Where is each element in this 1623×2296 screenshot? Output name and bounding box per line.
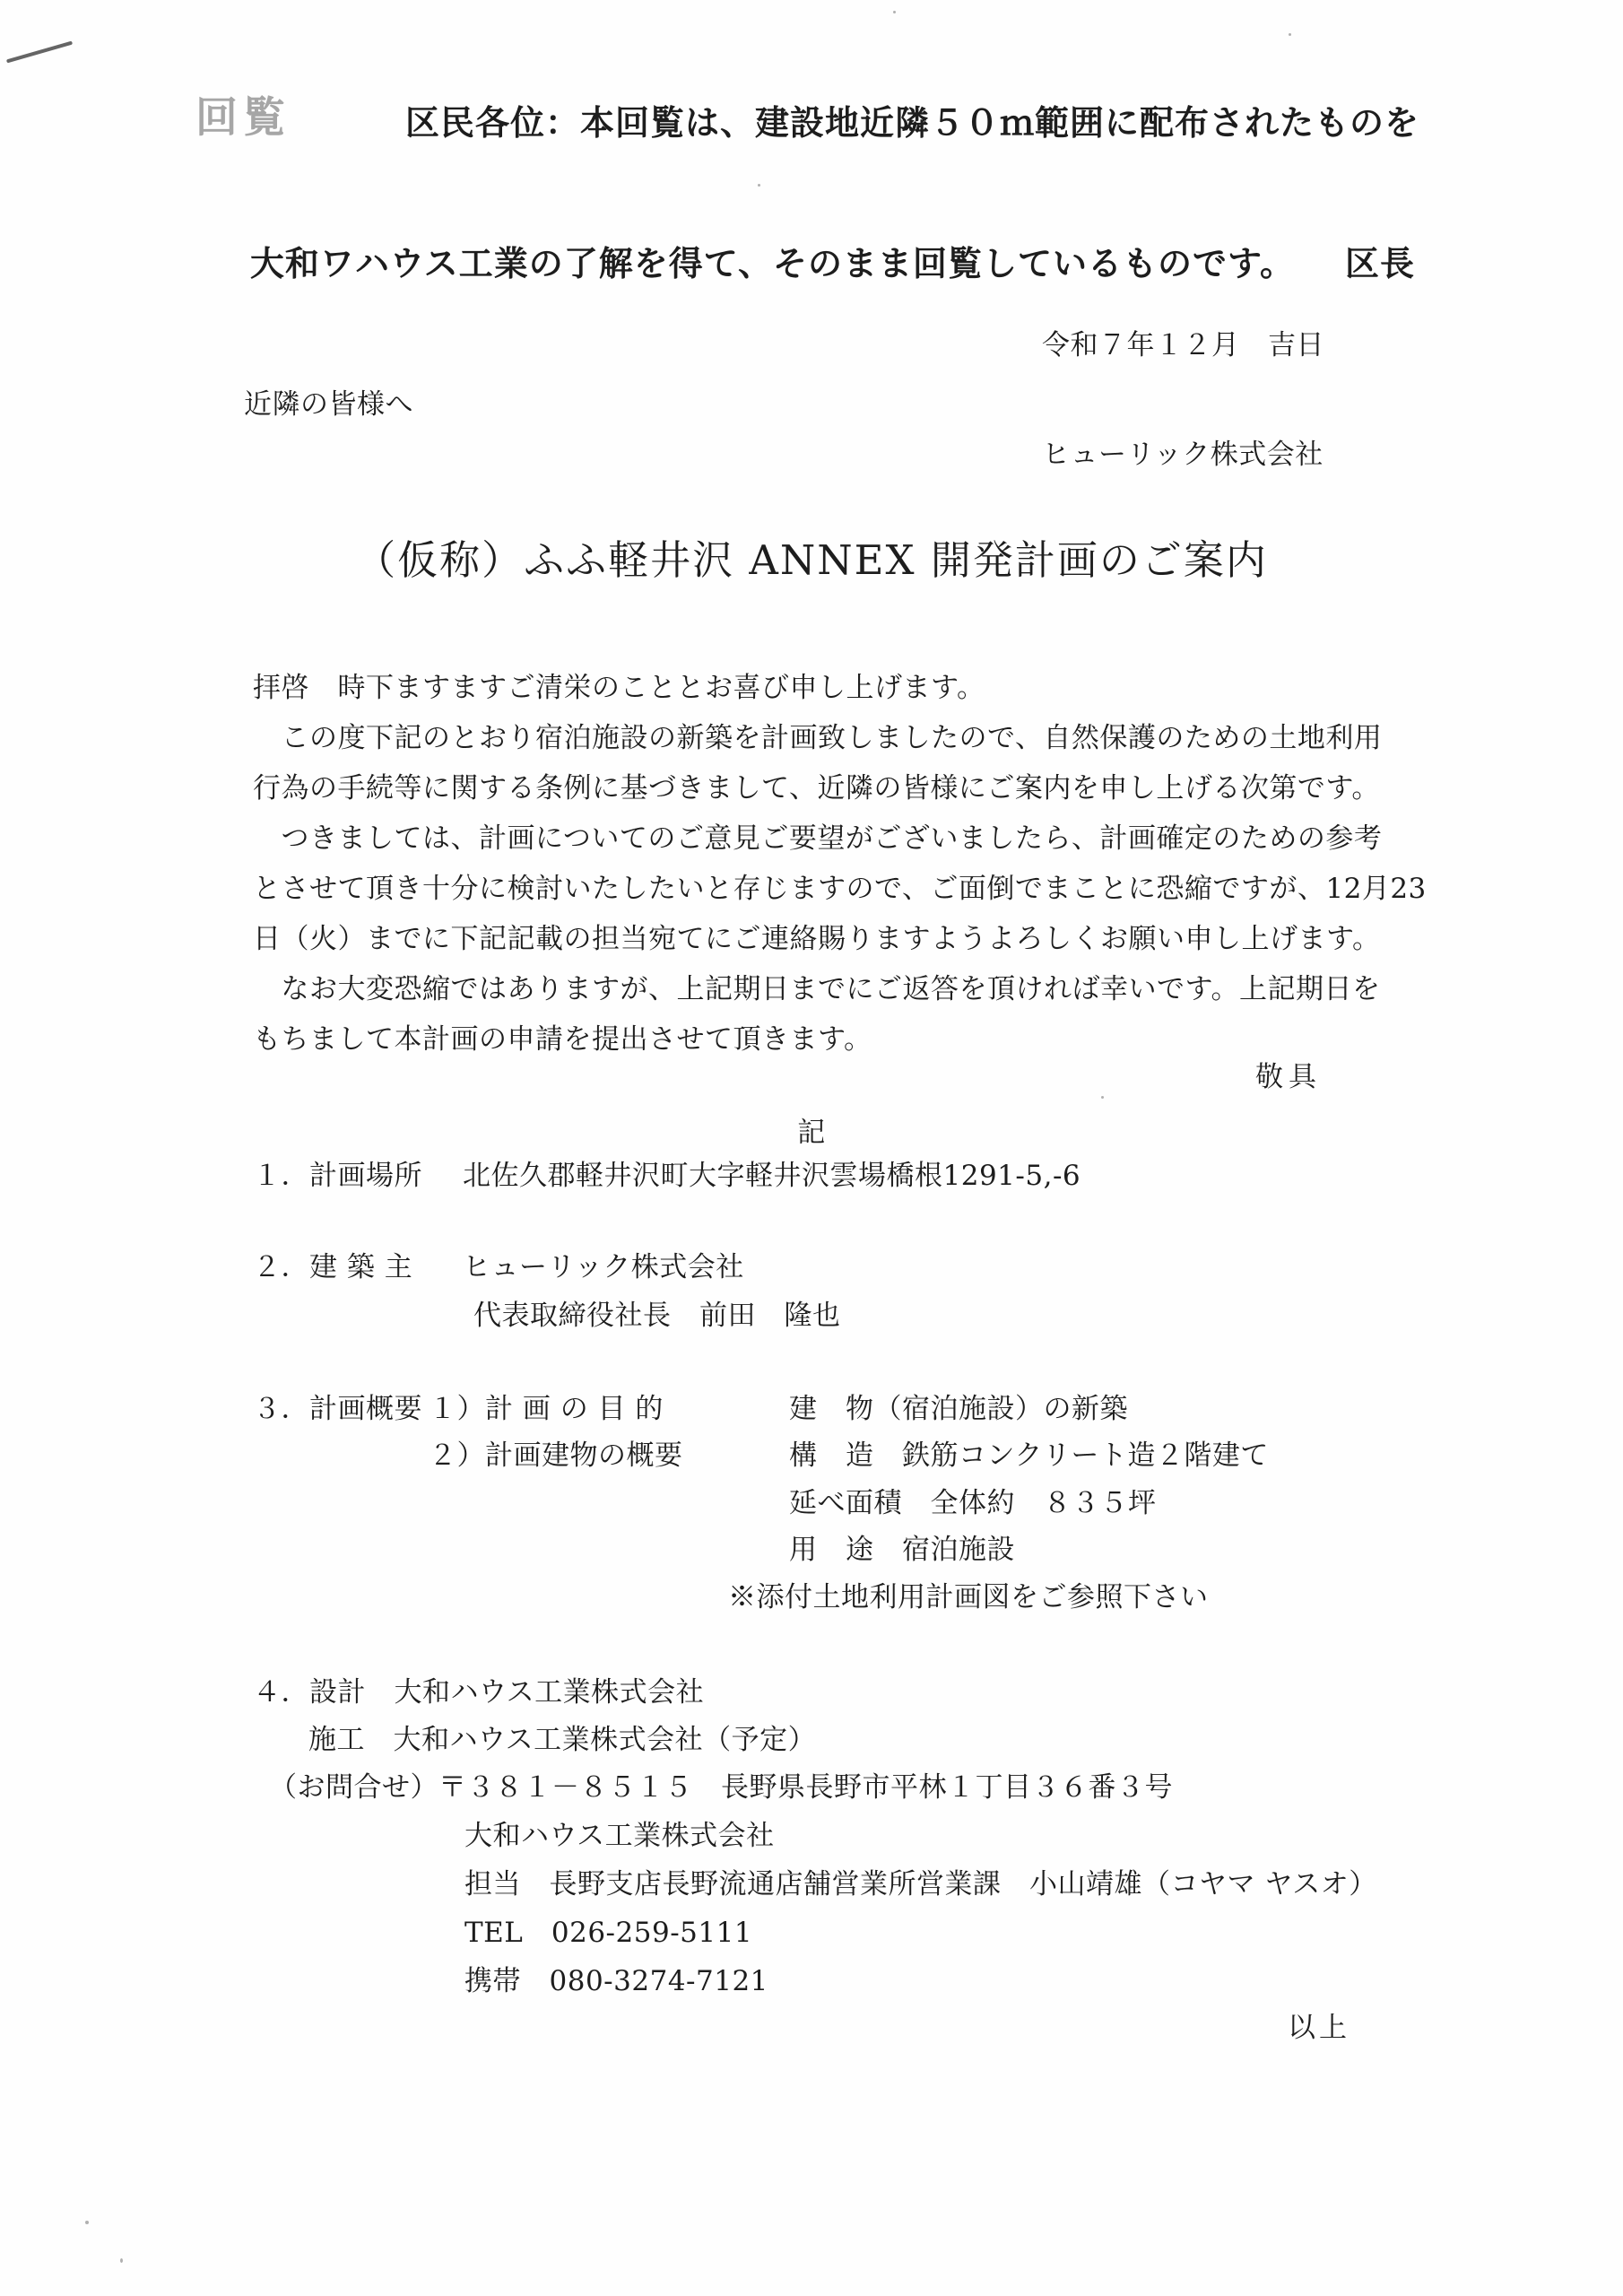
scan-speck	[893, 11, 896, 13]
letter-date: 令和７年１２月 吉日	[1042, 329, 1324, 361]
header-line-2-text: 大和ワハウス工業の了解を得て、そのまま回覧しているものです。	[249, 243, 1295, 283]
body-line-1: 拝啓 時下ますますご清栄のこととお喜び申し上げます。	[253, 672, 985, 704]
record-marker: 記	[797, 1117, 826, 1149]
item-1-label: １．計画場所	[253, 1160, 422, 1192]
item-3-row1-sublabel: １）計 画 の 目 的	[429, 1393, 664, 1425]
item-2-representative: 代表取締役社長 前田 隆也	[473, 1300, 841, 1332]
item-3-row1-value: 建 物（宿泊施設）の新築	[789, 1393, 1128, 1425]
letter-addressee: 近隣の皆様へ	[244, 388, 413, 421]
item-1-value: 北佐久郡軽井沢町大字軽井沢雲場橋根1291-5,-6	[463, 1160, 1081, 1192]
scan-speck	[758, 184, 760, 187]
body-line-5: とさせて頂き十分に検討いたしたいと存じますので、ご面倒でまことに恐縮ですが、12月23	[253, 873, 1427, 905]
pen-mark	[6, 41, 73, 64]
item-2-number: ２．	[253, 1251, 309, 1283]
item-4-mobile: 携帯 080-3274-7121	[464, 1965, 768, 1997]
item-1-number: １．	[253, 1160, 309, 1192]
scan-speck	[1289, 33, 1291, 36]
closing-keigu: 敬具	[1255, 1061, 1322, 1093]
item-3-row4-value: 用 途 宿泊施設	[789, 1534, 1015, 1566]
item-3-row2-value: 構 造 鉄筋コンクリート造２階建て	[789, 1439, 1269, 1472]
body-line-6: 日（火）までに下記記載の担当宛てにご連絡賜りますようよろしくお願い申し上げます。	[253, 923, 1381, 955]
item-4-contact-person: 担当 長野支店長野流通店舗営業所営業課 小山靖雄（コヤマ ヤスオ）	[464, 1868, 1377, 1900]
scan-speck	[85, 2221, 89, 2224]
scan-speck	[120, 2258, 123, 2263]
end-marker: 以上	[1288, 2012, 1350, 2044]
item-4-contact-address: （お問合せ）〒３８１－８５１５ 長野県長野市平林１丁目３６番３号	[269, 1771, 1173, 1804]
header-signer: 区長	[1345, 243, 1416, 283]
letter-sender: ヒューリック株式会社	[1042, 439, 1324, 471]
body-line-7: なお大変恐縮ではありますが、上記期日までにご返答を頂ければ幸いです。上記期日を	[253, 973, 1381, 1005]
header-line-2	[199, 196, 1415, 326]
scan-speck	[1101, 1096, 1104, 1099]
item-3-row3-value: 延べ面積 全体約 ８３５坪	[789, 1487, 1157, 1519]
item-2-label: ２．建 築 主	[253, 1251, 413, 1283]
document-title: （仮称）ふふ軽井沢 ANNEX 開発計画のご案内	[355, 536, 1268, 584]
body-line-2: この度下記のとおり宿泊施設の新築を計画致しましたので、自然保護のための土地利用	[253, 722, 1383, 754]
item-4-number: ４．	[253, 1676, 309, 1709]
item-3-note: ※添付土地利用計画図をご参照下さい	[728, 1581, 1209, 1613]
body-line-4: つきましては、計画についてのご意見ご要望がございましたら、計画確定のための参考	[253, 822, 1383, 855]
item-4-design: 設計 大和ハウス工業株式会社	[309, 1676, 705, 1709]
item-3-row2-sublabel: ２）計画建物の概要	[429, 1439, 683, 1472]
body-line-8: もちまして本計画の申請を提出させて頂きます。	[253, 1023, 872, 1056]
item-3-label: ３．計画概要	[253, 1393, 422, 1425]
item-4-tel: TEL 026-259-5111	[464, 1917, 753, 1949]
header-line-1: 区民各位：本回覧は、建設地近隣５０ｍ範囲に配布されたものを	[405, 102, 1420, 143]
item-4-construction: 施工 大和ハウス工業株式会社（予定）	[308, 1724, 817, 1756]
body-line-3: 行為の手続等に関する条例に基づきまして、近隣の皆様にご案内を申し上げる次第です。	[253, 772, 1380, 804]
item-2-value: ヒューリック株式会社	[463, 1251, 744, 1283]
item-3-number: ３．	[253, 1393, 309, 1425]
kairan-stamp: 回覧	[195, 93, 291, 143]
item-4-company: 大和ハウス工業株式会社	[464, 1820, 775, 1852]
